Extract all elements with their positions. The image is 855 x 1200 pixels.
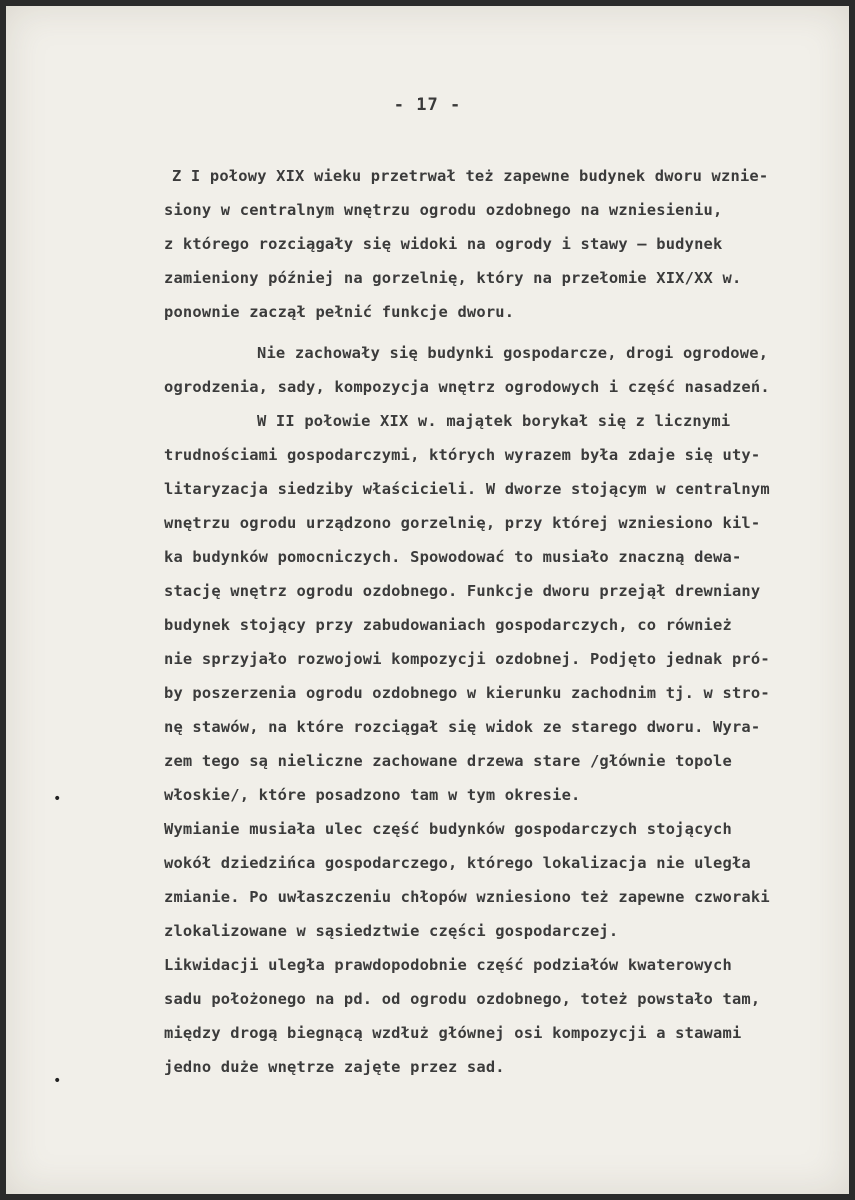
text-line: między drogą biegnącą wzdłuż głównej osi kompozycji a stawami <box>164 1024 742 1042</box>
text-line: włoskie/, które posadzono tam w tym okresie. <box>164 786 581 804</box>
text-line: zmianie. Po uwłaszczeniu chłopów wzniesiono też zapewne czworaki <box>164 888 770 906</box>
page-number: - 17 - <box>393 95 462 115</box>
text-line: zem tego są nieliczne zachowane drzewa stare /głównie topole <box>164 752 732 770</box>
text-line: zamieniony później na gorzelnię, który na przełomie XIX/XX w. <box>164 269 742 287</box>
text-line: ogrodzenia, sady, kompozycja wnętrz ogrodowych i część nasadzeń. <box>164 378 770 396</box>
text-line: wokół dziedzińca gospodarczego, którego lokalizacja nie uległa <box>164 854 751 872</box>
text-line: Wymianie musiała ulec część budynków gospodarczych stojących <box>164 820 732 838</box>
text-line: siony w centralnym wnętrzu ogrodu ozdobnego na wzniesieniu, <box>164 201 723 219</box>
text-line: nę stawów, na które rozciągał się widok ze starego dworu. Wyra- <box>164 718 761 736</box>
text-line: W II połowie XIX w. majątek borykał się z licznymi <box>257 412 731 430</box>
text-line: zlokalizowane w sąsiedztwie części gospodarczej. <box>164 922 619 940</box>
text-line: jedno duże wnętrze zajęte przez sad. <box>164 1058 505 1076</box>
text-line: nie sprzyjało rozwojowi kompozycji ozdobnej. Podjęto jednak pró- <box>164 650 770 668</box>
margin-mark: • <box>53 1073 62 1089</box>
text-line: ponownie zaczął pełnić funkcje dworu. <box>164 303 515 321</box>
text-line: trudnościami gospodarczymi, których wyrazem była zdaje się uty- <box>164 446 761 464</box>
text-line: ka budynków pomocniczych. Spowodować to musiało znaczną dewa- <box>164 548 742 566</box>
margin-mark: • <box>53 791 62 807</box>
text-line: Likwidacji uległa prawdopodobnie część podziałów kwaterowych <box>164 956 732 974</box>
text-line: Z I połowy XIX wieku przetrwał też zapewne budynek dworu wznie- <box>172 167 769 185</box>
text-line: budynek stojący przy zabudowaniach gospodarczych, co również <box>164 616 732 634</box>
text-line: sadu położonego na pd. od ogrodu ozdobnego, toteż powstało tam, <box>164 990 761 1008</box>
text-line: litaryzacja siedziby właścicieli. W dworze stojącym w centralnym <box>164 480 770 498</box>
text-line: stację wnętrz ogrodu ozdobnego. Funkcje dworu przejął drewniany <box>164 582 761 600</box>
text-line: z którego rozciągały się widoki na ogrody i stawy – budynek <box>164 235 723 253</box>
text-line: by poszerzenia ogrodu ozdobnego w kierunku zachodnim tj. w stro- <box>164 684 770 702</box>
text-line: Nie zachowały się budynki gospodarcze, drogi ogrodowe, <box>257 344 769 362</box>
text-line: wnętrzu ogrodu urządzono gorzelnię, przy której wzniesiono kil- <box>164 514 761 532</box>
typewritten-page <box>6 6 849 1194</box>
